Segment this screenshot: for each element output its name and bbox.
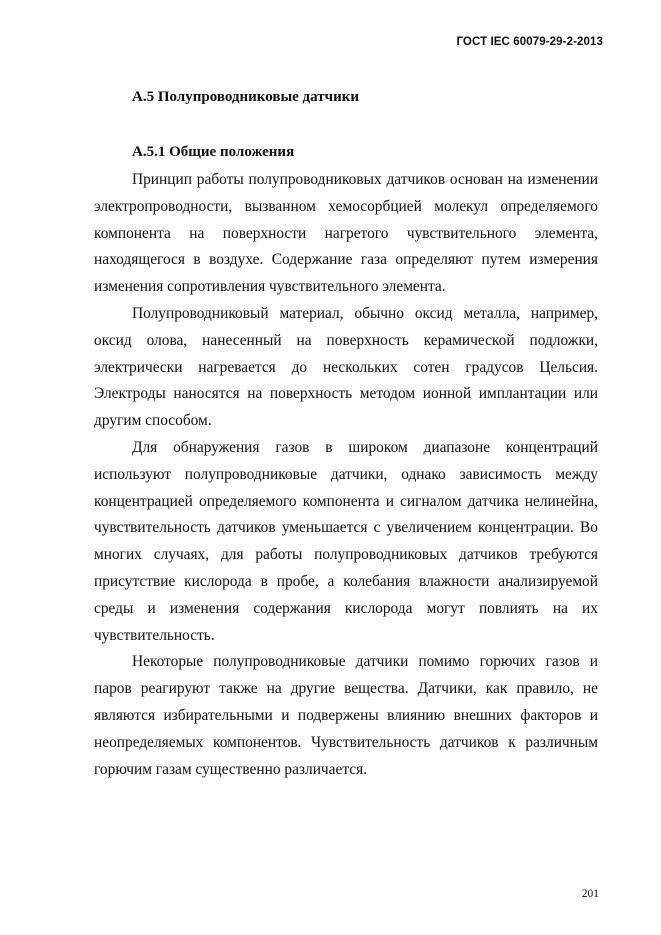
subsection-title: А.5.1 Общие положения bbox=[132, 144, 295, 160]
paragraph: Полупроводниковый материал, обычно оксид металла, например, оксид олова, нанесенный на поверхность керамической подложки, электрически нагревается до нескольких сотен градусов Цельсия. Электроды наносятся на поверхность методом ионной имплантации или другим способом. bbox=[94, 304, 598, 430]
paragraph: Для обнаружения газов в широком диапазоне концентраций используют полупроводниковые датчики, однако зависимость между концентрацией определяемого компонента и сигналом датчика нелинейна, чувствительность датчиков уменьшается с увеличением концентрации. Во многих случаях, для работы полупроводниковых датчиков требуются присутствие кислорода в пробе, а колебания влажности анализируемой среды и изменения содержания кислорода могут повлиять на их чувствительность. bbox=[94, 438, 598, 644]
document-header: ГОСТ IEC 60079-29-2-2013 bbox=[456, 36, 603, 48]
section-title: А.5 Полупроводниковые датчики bbox=[132, 89, 360, 105]
body-text bbox=[94, 167, 598, 783]
page-number: 201 bbox=[581, 888, 599, 900]
paragraph: Некоторые полупроводниковые датчики помимо горючих газов и паров реагируют также на другие вещества. Датчики, как правило, не являются избирательными и подвержены влиянию внешних факторов и неопределяемых компонентов. Чувствительность датчиков к различным горючим газам существенно различается. bbox=[94, 653, 598, 778]
paragraph: Принцип работы полупроводниковых датчиков основан на изменении электропроводности, вызванном хемосорбцией молекул определяемого компонента на поверхности нагретого чувствительного элемента, находящегося в воздухе. Содержание газа определяют путем измерения изменения сопротивления чувствительного элемента. bbox=[94, 171, 598, 296]
